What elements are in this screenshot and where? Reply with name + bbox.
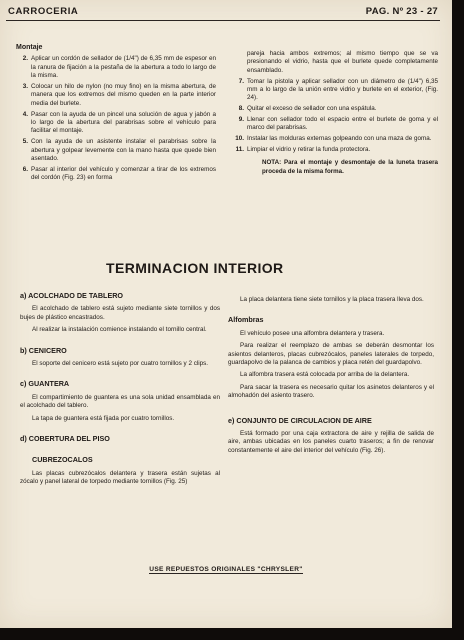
header-rule [6, 20, 440, 21]
paragraph: El compartimiento de guantera es una sola unidad ensamblada en el acolchado del tablero. [20, 393, 220, 410]
page-number: PAG. Nº 23 - 27 [365, 6, 438, 17]
subheading-cubrezocalos: CUBREZOCALOS [32, 455, 93, 465]
step-item [16, 111, 216, 136]
paragraph: La placa delantera tiene siete tornillos y la placa trasera lleva dos. [240, 296, 424, 303]
step-text: Aplicar un cordón de sellador de (1/4") de 6,35 mm de espesor en la ranura de fijación a la pestaña de la abertura a todo lo largo de la misma. [31, 55, 216, 80]
step-item [232, 116, 438, 133]
step-text: Llenar con sellador todo el espacio entre el burlete de goma y el marco del parabrisas. [247, 116, 438, 132]
step-number: 9. [238, 116, 244, 124]
interior-left-column [20, 292, 220, 491]
section-title: TERMINACION INTERIOR [106, 260, 284, 276]
step-number: 3. [22, 83, 28, 91]
step-text: Colocar un hilo de nylon (no muy fino) en la misma abertura, de manera que los extremos del mismo queden en la parte interior media del burlete. [31, 83, 216, 107]
montaje-steps-right [232, 78, 438, 155]
montaje-heading: Montaje [16, 44, 43, 51]
step-item [232, 78, 438, 103]
step-text: Con la ayuda de un asistente instalar el parabrisas sobre la abertura y golpear levemente con la mano hasta que quede bien asentado. [31, 138, 216, 163]
step-number: 11. [235, 146, 244, 154]
step-item [232, 146, 438, 154]
step-text: Instalar las molduras externas golpeando con una maza de goma. [247, 135, 432, 143]
step-number: 10. [235, 135, 244, 143]
heading-acolchado: a) ACOLCHADO DE TABLERO [20, 291, 124, 300]
paragraph: Al realizar la instalación comience instalando el tornillo central. [32, 326, 207, 334]
step-text: Tomar la pistola y aplicar sellador con un diámetro de (1/4") 6,35 mm a lo largo de la unión entre vidrio y burlete en el exterior, (Fig. 24). [247, 77, 438, 102]
step-item [16, 55, 216, 80]
paragraph: El acolchado de tablero está sujeto mediante siete tornillos y dos bujes de plástico encastrados. [20, 305, 220, 321]
paragraph: La alfombra trasera está colocada por arriba de la delantera. [240, 371, 410, 379]
step-number: 8. [238, 105, 244, 113]
note-text: NOTA: Para el montaje y desmontaje de la luneta trasera proceda de la misma forma. [262, 159, 438, 175]
step-item [232, 105, 438, 113]
montaje-steps-left [16, 55, 216, 182]
paragraph: Para sacar la trasera es necesario quitar los asinetos delanteros y el almohadón del asiento trasero. [228, 383, 434, 400]
step-text: Pasar al interior del vehículo y comenzar a tirar de los extremos del cordón (Fig. 23) en forma [31, 165, 216, 182]
heading-circulacion-aire: e) CONJUNTO DE CIRCULACION DE AIRE [228, 415, 372, 425]
step-number: 6. [22, 165, 28, 173]
footer-text: USE REPUESTOS ORIGINALES "CHRYSLER" [149, 566, 303, 573]
montaje-left-column [16, 44, 216, 185]
montaje-right-column [232, 50, 438, 176]
step-number: 4. [22, 110, 28, 118]
paragraph: Para realizar el reemplazo de ambas se deberán desmontar los asientos delanteros, placas cubrezócalos, paneles laterales de torpedo, guardapolvo de la palanca de cambios y placa retén del guardapolvo. [228, 342, 434, 367]
step-text: Limpiar el vidrio y retirar la funda protectora. [247, 146, 371, 154]
step-number: 5. [22, 138, 28, 146]
paragraph: Está formado por una caja extractora de aire y rejilla de salida de aire, ambas ubicadas en los paneles cuarto traseros; a fin de renovar constantemente el aire del interior del vehículo (Fig. 26). [228, 430, 434, 454]
paragraph: El vehículo posee una alfombra delantera y trasera. [240, 329, 385, 337]
step-number: 2. [22, 55, 28, 63]
scan-edge-right [452, 0, 464, 640]
heading-guantera: c) GUANTERA [20, 379, 70, 389]
step-item [16, 138, 216, 163]
step-number: 7. [238, 77, 244, 85]
heading-cenicero: b) CENICERO [20, 345, 67, 355]
interior-right-column [228, 296, 434, 459]
paragraph: El soporte del cenicero está sujeto por cuatro tornillos y 2 clips. [32, 360, 209, 368]
heading-cobertura-piso: d) COBERTURA DEL PISO [20, 434, 110, 444]
step-text: Quitar el exceso de sellador con una espátula. [247, 105, 377, 113]
heading-alfombras: Alfombras [228, 315, 264, 325]
step-text: Pasar con la ayuda de un pincel una solución de agua y jabón a lo largo de la abertura del parabrisas sobre el vehículo para facilitar el montaje. [31, 110, 216, 135]
step-item [16, 166, 216, 183]
scan-edge-bottom [0, 628, 464, 640]
footer-slogan [0, 566, 452, 573]
step-continuation: pareja hacia ambos extremos; al mismo tiempo que se va presionando el vidrio, hasta que el burlete quede completamente ensamblado. [247, 50, 438, 74]
step-item [16, 83, 216, 108]
paragraph: Las placas cubrezócalos delantera y trasera están sujetas al zócalo y panel lateral de torpedo mediante tornillos (Fig. 25) [20, 469, 220, 486]
paragraph: La tapa de guantera está fijada por cuatro tornillos. [32, 414, 175, 422]
step-item [232, 135, 438, 143]
page-section-title: CARROCERIA [8, 6, 79, 17]
